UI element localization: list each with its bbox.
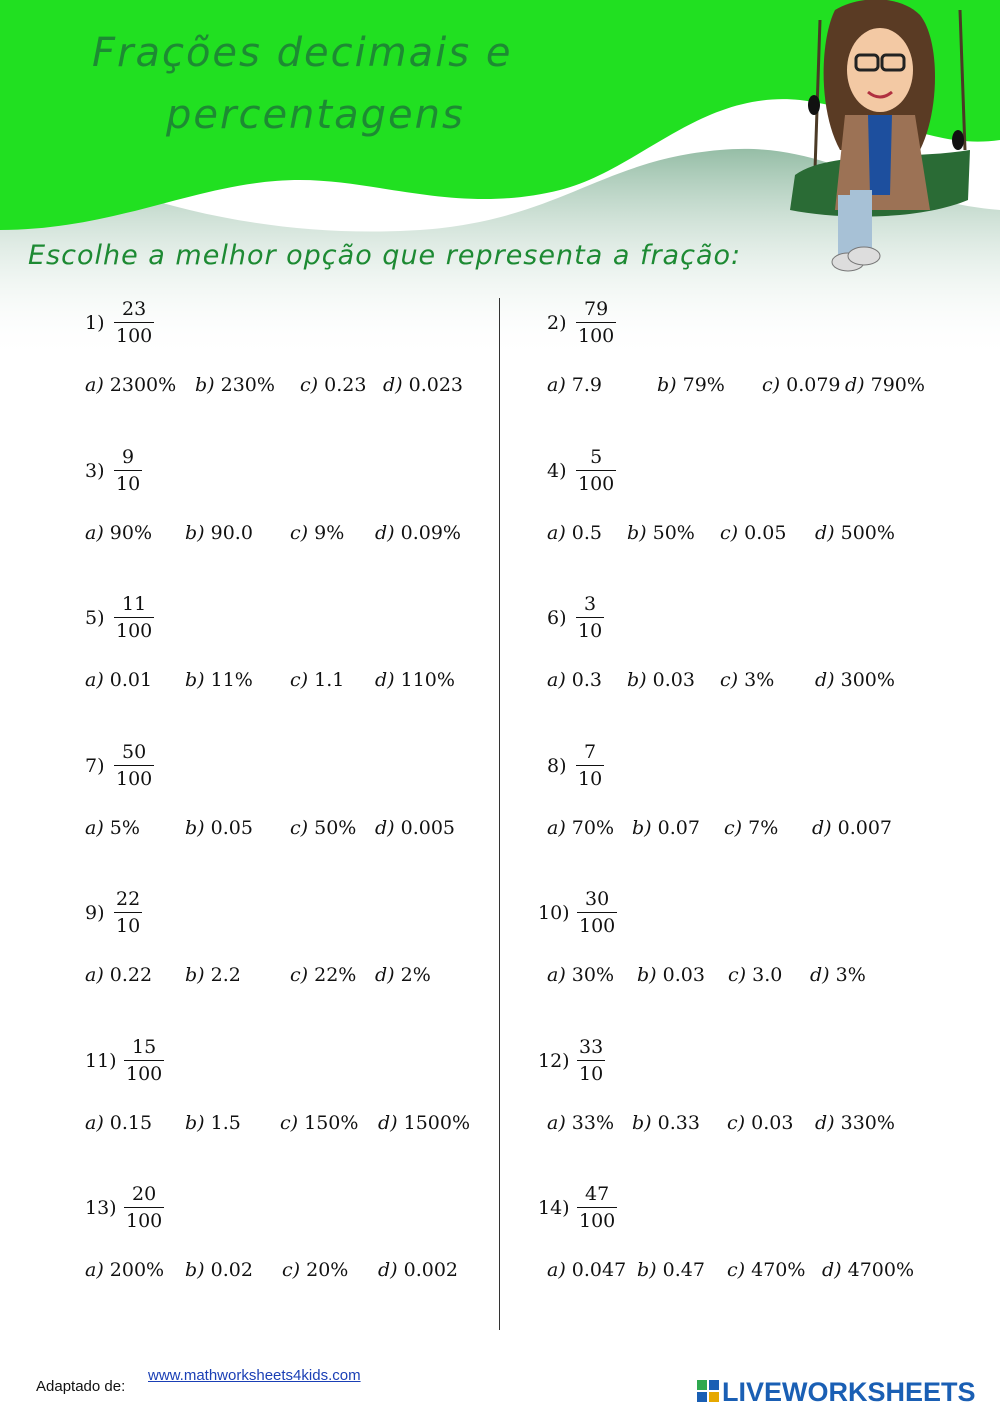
option-value: 0.047: [571, 1259, 627, 1281]
fraction-denominator: 100: [126, 1210, 163, 1232]
question-number: 14): [538, 1197, 570, 1219]
fraction: [124, 1181, 164, 1234]
answer-option-a[interactable]: [547, 374, 602, 396]
answer-option-c[interactable]: [282, 1259, 348, 1281]
option-letter: c): [727, 1111, 746, 1134]
answer-option-a[interactable]: [85, 374, 176, 396]
option-letter: c): [280, 1111, 299, 1134]
option-value: 3%: [835, 964, 866, 986]
option-letter: a): [547, 1259, 566, 1281]
answer-option-a[interactable]: [547, 817, 614, 839]
answer-option-d[interactable]: [375, 522, 461, 544]
question-11: [85, 1034, 505, 1154]
answer-option-d[interactable]: [812, 817, 892, 839]
option-value: 0.47: [662, 1259, 705, 1281]
option-letter: d): [375, 964, 395, 986]
option-letter: c): [762, 374, 781, 396]
fraction: [577, 1034, 605, 1087]
option-letter: a): [85, 669, 104, 691]
option-value: 2300%: [109, 374, 177, 396]
option-value: 0.22: [109, 964, 153, 986]
option-value: 0.05: [744, 521, 787, 544]
option-letter: b): [632, 816, 652, 839]
option-value: 200%: [109, 1259, 165, 1281]
question-13: [85, 1181, 505, 1301]
question-number: 2): [547, 312, 567, 334]
question-number: 12): [538, 1049, 570, 1072]
answer-option-b[interactable]: [185, 817, 253, 839]
option-value: 790%: [870, 374, 925, 396]
option-letter: c): [282, 1259, 301, 1281]
option-value: 9%: [314, 521, 345, 544]
fraction-numerator: 7: [576, 739, 604, 766]
answer-option-d[interactable]: [845, 374, 925, 396]
option-value: 0.007: [837, 816, 893, 839]
option-value: 22%: [314, 964, 357, 986]
fraction-denominator: 10: [578, 767, 603, 790]
answer-option-c[interactable]: [280, 1112, 358, 1134]
answer-option-d[interactable]: [815, 522, 895, 544]
option-letter: d): [378, 1111, 398, 1134]
fraction-numerator: 33: [577, 1034, 605, 1061]
answer-option-c[interactable]: [728, 964, 782, 986]
fraction: [114, 591, 154, 644]
answer-option-d[interactable]: [810, 964, 866, 986]
fraction-denominator: 100: [578, 325, 615, 347]
question-2: [547, 296, 967, 416]
fraction-numerator: 22: [114, 886, 142, 913]
answer-option-c[interactable]: [290, 817, 356, 839]
question-1: [85, 296, 505, 416]
option-letter: d): [815, 521, 835, 544]
answer-option-c[interactable]: [720, 522, 786, 544]
fraction: [114, 886, 142, 939]
option-value: 2.2: [210, 964, 241, 986]
option-value: 0.23: [324, 374, 367, 396]
option-value: 470%: [751, 1259, 806, 1281]
option-letter: c): [720, 521, 739, 544]
answer-option-d[interactable]: [822, 1259, 914, 1281]
option-letter: d): [845, 374, 865, 396]
option-letter: a): [85, 1111, 104, 1134]
option-value: 90.0: [210, 521, 253, 544]
option-letter: b): [185, 521, 205, 544]
fraction: [114, 739, 154, 792]
question-number: 13): [85, 1197, 117, 1219]
answer-option-b[interactable]: [185, 522, 253, 544]
fraction-numerator: 79: [576, 296, 616, 323]
option-letter: a): [547, 964, 566, 986]
option-letter: d): [810, 964, 830, 986]
option-value: 70%: [571, 816, 615, 839]
fraction-numerator: 30: [577, 886, 617, 913]
fraction-numerator: 11: [114, 591, 154, 618]
answer-option-a[interactable]: [85, 1259, 164, 1281]
option-value: 500%: [840, 521, 895, 544]
answer-option-a[interactable]: [547, 1259, 626, 1281]
brand-text: LIVEWORKSHEETS: [722, 1377, 976, 1407]
option-value: 79%: [682, 374, 725, 396]
answer-option-b[interactable]: [627, 522, 695, 544]
option-value: 0.09%: [400, 521, 461, 544]
answer-option-d[interactable]: [815, 1112, 895, 1134]
fraction-denominator: 100: [116, 767, 153, 790]
question-3: [85, 444, 505, 564]
fraction-numerator: 23: [114, 296, 154, 323]
option-letter: b): [185, 964, 205, 986]
question-number: 10): [538, 902, 570, 924]
option-letter: a): [547, 1111, 566, 1134]
option-value: 1500%: [403, 1111, 471, 1134]
option-letter: b): [185, 1111, 205, 1134]
fraction: [577, 886, 617, 939]
option-letter: a): [85, 816, 104, 839]
answer-option-c[interactable]: [290, 964, 356, 986]
answer-option-c[interactable]: [724, 817, 778, 839]
fraction: [576, 591, 604, 644]
option-value: 0.03: [751, 1111, 794, 1134]
fraction: [576, 739, 604, 792]
answer-option-c[interactable]: [290, 522, 344, 544]
option-value: 30%: [571, 964, 615, 986]
fraction-numerator: 15: [124, 1034, 164, 1061]
option-value: 0.005: [400, 816, 456, 839]
fraction-denominator: 10: [116, 472, 141, 495]
option-value: 0.079: [786, 374, 841, 396]
option-letter: b): [185, 816, 205, 839]
fraction: [576, 296, 616, 349]
footer-credit-label: Adaptado de:: [36, 1378, 126, 1395]
option-letter: c): [724, 816, 743, 839]
answer-option-a[interactable]: [547, 964, 614, 986]
option-letter: d): [815, 1111, 835, 1134]
option-value: 3%: [744, 669, 775, 691]
option-letter: a): [547, 669, 566, 691]
option-value: 110%: [400, 669, 455, 691]
answer-option-d[interactable]: [375, 964, 431, 986]
answer-option-d[interactable]: [375, 669, 455, 691]
title-line-1: Frações decimais e: [92, 30, 513, 76]
option-letter: b): [185, 1259, 205, 1281]
title-line-2: percentagens: [166, 92, 465, 138]
option-letter: c): [290, 964, 309, 986]
answer-option-a[interactable]: [547, 1112, 614, 1134]
fraction-denominator: 100: [579, 915, 616, 937]
answer-option-b[interactable]: [632, 817, 700, 839]
option-letter: d): [378, 1259, 398, 1281]
answer-option-c[interactable]: [720, 669, 774, 691]
answer-option-c[interactable]: [762, 374, 841, 396]
option-letter: a): [85, 964, 104, 986]
option-letter: d): [375, 521, 395, 544]
option-letter: d): [375, 669, 395, 691]
option-value: 3.0: [752, 964, 783, 986]
option-value: 150%: [304, 1111, 359, 1134]
answer-option-a[interactable]: [85, 1112, 152, 1134]
option-letter: a): [547, 374, 566, 396]
answer-option-b[interactable]: [637, 1259, 705, 1281]
fraction-denominator: 100: [579, 1210, 616, 1232]
option-letter: a): [85, 1259, 104, 1281]
question-number: 1): [85, 312, 105, 334]
question-5: [85, 591, 505, 711]
option-letter: b): [657, 374, 677, 396]
question-9: [85, 886, 505, 1006]
option-value: 50%: [652, 521, 695, 544]
option-value: 0.002: [403, 1259, 459, 1281]
answer-option-c[interactable]: [290, 669, 344, 691]
option-value: 300%: [840, 669, 895, 691]
answer-option-b[interactable]: [637, 964, 705, 986]
question-6: [547, 591, 967, 711]
option-letter: b): [185, 669, 205, 691]
fraction-denominator: 100: [578, 472, 615, 495]
option-letter: d): [383, 374, 403, 396]
option-letter: a): [547, 521, 566, 544]
answer-option-b[interactable]: [185, 669, 253, 691]
teacher-avatar-swing: [790, 0, 980, 285]
fraction-denominator: 100: [116, 620, 153, 642]
answer-option-c[interactable]: [300, 374, 366, 396]
fraction: [576, 444, 616, 497]
option-letter: d): [812, 816, 832, 839]
option-value: 330%: [840, 1111, 895, 1134]
option-letter: b): [627, 521, 647, 544]
option-letter: d): [815, 669, 835, 691]
option-letter: b): [627, 669, 647, 691]
option-letter: d): [822, 1259, 842, 1281]
option-value: 0.5: [571, 521, 603, 544]
option-value: 0.02: [210, 1259, 253, 1281]
option-value: 0.3: [571, 669, 603, 691]
answer-option-d[interactable]: [815, 669, 895, 691]
question-number: 5): [85, 607, 105, 629]
option-letter: b): [195, 374, 215, 396]
question-number: 7): [85, 754, 105, 777]
option-value: 0.05: [210, 816, 253, 839]
footer-source-link[interactable]: www.mathworksheets4kids.com: [148, 1367, 361, 1384]
fraction-numerator: 47: [577, 1181, 617, 1208]
fraction-numerator: 3: [576, 591, 604, 618]
question-number: 8): [547, 754, 567, 777]
option-letter: c): [720, 669, 739, 691]
option-value: 11%: [210, 669, 253, 691]
option-value: 0.15: [109, 1111, 153, 1134]
question-7: [85, 739, 505, 859]
question-number: 4): [547, 459, 567, 482]
question-12: [538, 1034, 958, 1154]
answer-option-c[interactable]: [727, 1259, 805, 1281]
question-4: [547, 444, 967, 564]
option-value: 5%: [109, 816, 140, 839]
fraction: [114, 444, 142, 497]
fraction-denominator: 10: [579, 1062, 604, 1085]
answer-option-d[interactable]: [378, 1112, 470, 1134]
option-value: 4700%: [847, 1259, 915, 1281]
answer-option-b[interactable]: [185, 1112, 241, 1134]
option-value: 7%: [748, 816, 779, 839]
answer-option-d[interactable]: [383, 374, 463, 396]
answer-option-a[interactable]: [85, 522, 152, 544]
question-number: 6): [547, 607, 567, 629]
fraction-denominator: 10: [578, 620, 603, 642]
answer-option-a[interactable]: [547, 669, 602, 691]
option-value: 0.01: [109, 669, 153, 691]
fraction-denominator: 100: [126, 1062, 163, 1085]
fraction: [124, 1034, 164, 1087]
question-8: [547, 739, 967, 859]
option-value: 1.1: [314, 669, 345, 691]
answer-option-d[interactable]: [378, 1259, 458, 1281]
option-letter: c): [290, 669, 309, 691]
option-letter: c): [290, 816, 309, 839]
option-value: 7.9: [571, 374, 603, 396]
option-letter: a): [85, 521, 104, 544]
answer-option-a[interactable]: [85, 817, 140, 839]
fraction-numerator: 5: [576, 444, 616, 471]
answer-option-a[interactable]: [547, 522, 602, 544]
answer-option-b[interactable]: [185, 1259, 253, 1281]
answer-option-b[interactable]: [657, 374, 725, 396]
fraction: [577, 1181, 617, 1234]
option-letter: b): [632, 1111, 652, 1134]
option-value: 0.03: [652, 669, 695, 691]
fraction: [114, 296, 154, 349]
fraction-denominator: 100: [116, 325, 153, 347]
answer-option-b[interactable]: [195, 374, 275, 396]
fraction-denominator: 10: [116, 915, 141, 937]
option-value: 0.33: [657, 1111, 700, 1134]
option-value: 2%: [400, 964, 431, 986]
option-letter: c): [290, 521, 309, 544]
option-letter: b): [637, 1259, 657, 1281]
option-value: 50%: [314, 816, 357, 839]
answer-option-a[interactable]: [85, 669, 152, 691]
answer-option-c[interactable]: [727, 1112, 793, 1134]
option-value: 0.07: [657, 816, 700, 839]
option-value: 20%: [306, 1259, 349, 1281]
liveworksheets-brand: [698, 1377, 976, 1408]
question-number: 11): [85, 1049, 117, 1072]
option-letter: b): [637, 964, 657, 986]
option-value: 90%: [109, 521, 153, 544]
answer-option-a[interactable]: [85, 964, 152, 986]
answer-option-d[interactable]: [375, 817, 455, 839]
option-letter: c): [727, 1259, 746, 1281]
fraction-numerator: 50: [114, 739, 154, 766]
question-14: [538, 1181, 958, 1301]
question-number: 9): [85, 902, 105, 924]
option-value: 0.03: [662, 964, 705, 986]
option-value: 0.023: [408, 374, 464, 396]
option-value: 1.5: [210, 1111, 241, 1134]
answer-option-b[interactable]: [627, 669, 695, 691]
fraction-numerator: 9: [114, 444, 142, 471]
option-letter: c): [300, 374, 319, 396]
answer-option-b[interactable]: [632, 1112, 700, 1134]
option-value: 33%: [571, 1111, 615, 1134]
option-letter: a): [85, 374, 104, 396]
option-letter: d): [375, 816, 395, 839]
option-letter: a): [547, 816, 566, 839]
question-number: 3): [85, 459, 105, 482]
option-value: 230%: [220, 374, 275, 396]
option-letter: c): [728, 964, 747, 986]
answer-option-b[interactable]: [185, 964, 241, 986]
fraction-numerator: 20: [124, 1181, 164, 1208]
instruction-text: Escolhe a melhor opção que representa a fração:: [28, 240, 742, 271]
question-10: [538, 886, 958, 1006]
